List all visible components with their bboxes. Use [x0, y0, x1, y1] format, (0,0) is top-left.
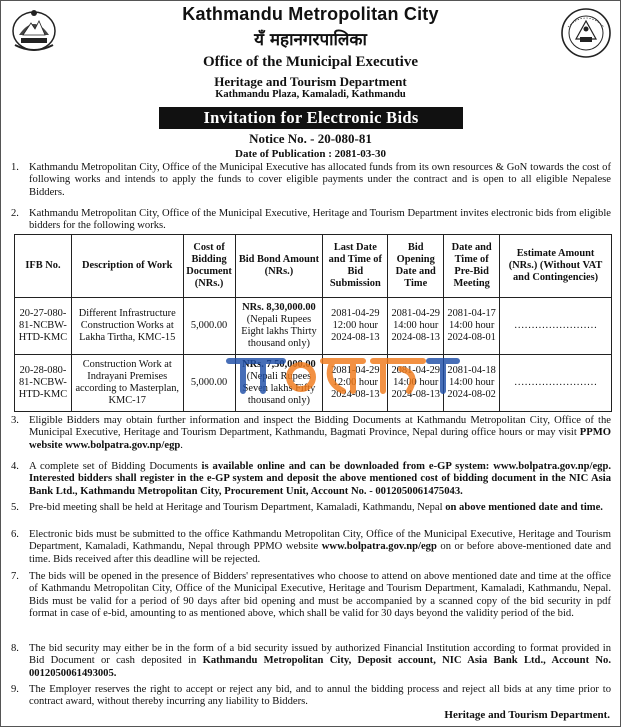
paragraph-4: 4. A complete set of Bidding Documents is available online and can be downloaded from e-GP system: www.bolpatra.gov.np/egp. Interested bidders shall register in the e-GP system and deposit the above mentioned cost of bidding document in the NIC Asia Bank Ltd., Kathmandu Metropolitan City, Procurement Unit, Account No. - 0012050061475043. — [11, 461, 611, 497]
column-header: Estimate Amount (NRs.) (Without VAT and Contingencies) — [500, 235, 612, 298]
signature-department: Heritage and Tourism Department. — [444, 709, 610, 721]
org-name: Kathmandu Metropolitan City — [182, 4, 439, 24]
office-address: Kathmandu Plaza, Kamaladi, Kathmandu — [215, 89, 406, 100]
column-header: Cost of Bidding Document (NRs.) — [183, 235, 235, 298]
paragraph-1: 1. Kathmandu Metropolitan City, Office of the Municipal Executive has allocated funds from its own resources & GoN towards the cost of following works and intends to apply the funds to cover eligible payments under the contract and is open to all eligible Nepalese Bidders. — [11, 162, 611, 198]
column-header: Bid Bond Amount (NRs.) — [235, 235, 323, 298]
column-header: IFB No. — [15, 235, 72, 298]
paragraph-2: 2. Kathmandu Metropolitan City, Office of the Municipal Executive, Heritage and Tourism Department invites electronic bids from eligible bidders for the following works. — [11, 208, 611, 232]
column-header: Description of Work — [71, 235, 183, 298]
opening-datetime: 2081-04-29 14:00 hour 2024-08-13 — [388, 355, 444, 412]
prebid-datetime: 2081-04-18 14:00 hour 2024-08-02 — [444, 355, 500, 412]
table-header-row — [15, 235, 612, 298]
kmc-seal-icon — [560, 7, 612, 59]
paragraph-3: 3. Eligible Bidders may obtain further information and inspect the Bidding Documents at Kathmandu Metropolitan City, Office of the Municipal Executive, Heritage and Tourism Department, Kathmandu, Bagmati Province, Nepal during office hours or may visit PPMO website www.bolpatra.gov.np/egp. — [11, 415, 611, 451]
submission-datetime: 2081-04-29 12:00 hour 2024-08-13 — [323, 355, 388, 412]
estimate-amount: …………………… — [500, 298, 612, 355]
org-name-nepali: यँ महानगरपालिका — [254, 30, 367, 50]
bid-bond — [235, 298, 323, 355]
nepal-emblem-icon — [9, 5, 59, 53]
column-header: Last Date and Time of Bid Submission — [323, 235, 388, 298]
department-name: Heritage and Tourism Department — [214, 74, 407, 89]
prebid-datetime: 2081-04-17 14:00 hour 2024-08-01 — [444, 298, 500, 355]
bid-bond-amount: NRs. 8,30,000.00 — [242, 302, 316, 313]
table-row — [15, 298, 612, 355]
document-cost: 5,000.00 — [183, 298, 235, 355]
ifb-number: 20-28-080-81-NCBW-HTD-KMC — [15, 355, 72, 412]
work-description: Different Infrastructure Construction Works at Lakha Tirtha, KMC-15 — [71, 298, 183, 355]
paragraph-7: 7. The bids will be opened in the presence of Bidders' representatives who choose to attend on above mentioned date and time at the office of Kathmandu Metropolitan City, Office of the Municipal Executive, Heritage and Tourism Department, Kamaladi, Kathmandu, Nepal. Bids must be valid for a period of 90 days after bid opening and must be accompanied by a scanned copy of the bid security in pdf format in case of e-bid, amounting to as mentioned above, which shall be valid for 30 days beyond the validity period of the bid. — [11, 571, 611, 620]
paragraph-5: 5. Pre-bid meeting shall be held at Heritage and Tourism Department, Kamaladi, Kathmandu, Nepal on above mentioned date and time. — [11, 502, 603, 513]
notice-number: Notice No. - 20-080-81 — [249, 131, 372, 146]
work-description: Construction Work at Indrayani Premises according to Masterplan, KMC-17 — [71, 355, 183, 412]
paragraph-9: 9. The Employer reserves the right to accept or reject any bid, and to annul the bidding process and reject all bids at any time prior to contract award, without thereby incurring any liability to Bidders. — [11, 684, 611, 708]
bid-bond-words: (Nepali Rupees Seven lakhs Fifty thousand only) — [242, 371, 316, 406]
estimate-amount: …………………… — [500, 355, 612, 412]
paragraph-6: 6. Electronic bids must be submitted to the office Kathmandu Metropolitan City, Office of the Municipal Executive, Heritage and Tourism Department, Kamaladi, Kathmandu, Nepal through PPMO website www.bolpatra.gov.np/egp on or before above-mentioned date and time. Bids received after this deadline will be rejected. — [11, 529, 612, 565]
paragraph-8: 8. The bid security may either be in the form of a bid security issued by authorized Financial Institution according to format provided in Bid Document or cash deposited in Kathmandu Metropolitan City, Deposit account, NIC Asia Bank Ltd., Account No. 0012050061493005. — [11, 643, 611, 679]
ifb-number: 20-27-080-81-NCBW-HTD-KMC — [15, 298, 72, 355]
notice-title: Invitation for Electronic Bids — [159, 107, 463, 129]
office-name: Office of the Municipal Executive — [203, 54, 418, 70]
document-cost: 5,000.00 — [183, 355, 235, 412]
opening-datetime: 2081-04-29 14:00 hour 2024-08-13 — [388, 298, 444, 355]
publication-date: Date of Publication : 2081-03-30 — [235, 148, 386, 160]
column-header: Date and Time of Pre-Bid Meeting — [444, 235, 500, 298]
bid-bond-amount: NRs. 7,50,000.00 — [242, 359, 316, 370]
submission-datetime: 2081-04-29 12:00 hour 2024-08-13 — [323, 298, 388, 355]
watermark-logo-icon — [223, 351, 463, 399]
column-header: Bid Opening Date and Time — [388, 235, 444, 298]
bid-bond-words: (Nepali Rupees Eight lakhs Thirty thousand only) — [241, 314, 317, 349]
